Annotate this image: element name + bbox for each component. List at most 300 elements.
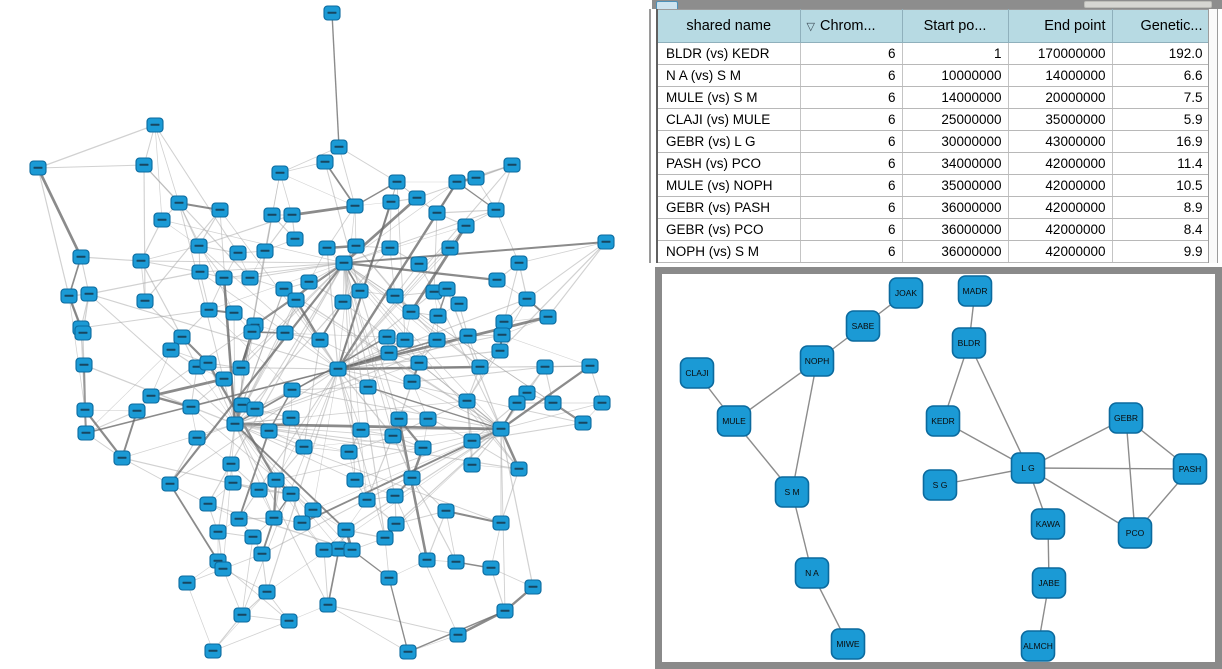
network-node[interactable] [244,325,260,339]
network-node[interactable] [388,517,404,531]
network-node[interactable] [450,628,466,642]
network-node[interactable] [272,166,288,180]
network-node-madr[interactable] [959,276,992,306]
table-cell[interactable]: 6 [800,153,902,175]
table-cell[interactable]: 8.9 [1112,197,1209,219]
network-node[interactable] [288,293,304,307]
network-node[interactable] [411,257,427,271]
table-cell[interactable]: 6 [800,131,902,153]
network-node[interactable] [81,287,97,301]
network-node-mule[interactable] [718,406,751,436]
network-node[interactable] [283,411,299,425]
network-node[interactable] [200,356,216,370]
network-node[interactable] [301,275,317,289]
network-node[interactable] [497,604,513,618]
node-label [187,406,196,408]
node-shape[interactable] [959,276,992,306]
table-cell[interactable]: GEBR (vs) L G [657,131,800,153]
table-cell[interactable]: 30000000 [902,131,1008,153]
network-node[interactable] [509,396,525,410]
network-node[interactable] [411,356,427,370]
network-node-kedr[interactable] [927,406,960,436]
network-node-na[interactable] [796,558,829,588]
network-node[interactable] [319,241,335,255]
network-node[interactable] [147,118,163,132]
network-node[interactable] [468,171,484,185]
node-label [167,349,176,351]
network-node[interactable] [283,487,299,501]
table-row[interactable] [657,241,1209,263]
network-edge [1126,418,1135,533]
network-node[interactable] [338,523,354,537]
table-cell[interactable]: 6 [800,175,902,197]
node-shape[interactable] [1022,631,1055,661]
table-cell[interactable]: PASH (vs) PCO [657,153,800,175]
network-node[interactable] [281,614,297,628]
network-node[interactable] [136,158,152,172]
network-node[interactable] [317,155,333,169]
node-shape[interactable] [924,470,957,500]
table-cell[interactable]: MULE (vs) S M [657,87,800,109]
table-cell[interactable]: 14000000 [1008,65,1112,87]
node-shape[interactable] [1033,568,1066,598]
network-node[interactable] [429,206,445,220]
network-node[interactable] [519,292,535,306]
network-node[interactable] [483,561,499,575]
network-node[interactable] [215,562,231,576]
network-node[interactable] [504,158,520,172]
network-node[interactable] [420,412,436,426]
filter-funnel-icon[interactable]: ▽ [806,21,815,33]
network-node[interactable] [404,471,420,485]
network-node-sm[interactable] [776,477,809,507]
node-label [492,209,501,211]
node-shape[interactable] [796,558,829,588]
network-node[interactable] [143,389,159,403]
node-shape[interactable] [1110,403,1143,433]
table-cell[interactable]: 8.4 [1112,219,1209,241]
network-node[interactable] [259,585,275,599]
network-node[interactable] [379,330,395,344]
node-label [549,402,558,404]
network-node[interactable] [189,431,205,445]
network-node-gebr[interactable] [1110,403,1143,433]
network-node[interactable] [227,417,243,431]
network-node[interactable] [216,372,232,386]
network-node-bldr[interactable] [953,328,986,358]
node-label [433,212,442,214]
table-cell[interactable]: 36000000 [902,219,1008,241]
node-label [300,446,309,448]
network-node[interactable] [537,360,553,374]
network-node[interactable] [438,504,454,518]
table-cell[interactable]: 42000000 [1008,153,1112,175]
network-edge [344,210,496,263]
network-node[interactable] [429,333,445,347]
table-cell[interactable]: 7.5 [1112,87,1209,109]
network-node-miwe[interactable] [832,629,865,659]
table-cell[interactable]: 6 [800,65,902,87]
node-label [151,124,160,126]
node-label [393,181,402,183]
node-shape[interactable] [890,278,923,308]
network-node[interactable] [245,530,261,544]
node-shape[interactable] [953,328,986,358]
network-node[interactable] [335,295,351,309]
network-node[interactable] [212,203,228,217]
network-node[interactable] [442,241,458,255]
table-cell[interactable]: GEBR (vs) PCO [657,219,800,241]
network-node[interactable] [30,161,46,175]
table-row[interactable] [657,65,1209,87]
network-node[interactable] [129,404,145,418]
network-node[interactable] [264,208,280,222]
network-node[interactable] [494,328,510,342]
network-node[interactable] [492,344,508,358]
table-cell[interactable]: 9.9 [1112,241,1209,263]
network-node-claji[interactable] [681,358,714,388]
network-node[interactable] [403,305,419,319]
network-node[interactable] [344,543,360,557]
network-node[interactable] [171,196,187,210]
network-node-almch[interactable] [1022,631,1055,661]
network-edge [501,469,519,523]
network-node[interactable] [320,598,336,612]
network-node[interactable] [201,303,217,317]
table-cell[interactable]: 20000000 [1008,87,1112,109]
table-cell[interactable]: 36000000 [902,241,1008,263]
node-shape[interactable] [718,406,751,436]
network-node-joak[interactable] [890,278,923,308]
table-cell[interactable]: 6 [800,43,902,65]
node-shape[interactable] [801,346,834,376]
node-label [288,389,297,391]
node-label [34,167,43,169]
subnetwork-canvas[interactable] [662,274,1215,662]
network-node[interactable] [347,199,363,213]
network-node[interactable] [493,516,509,530]
table-cell[interactable]: 10000000 [902,65,1008,87]
node-label [81,409,90,411]
network-node[interactable] [179,576,195,590]
table-cell[interactable]: 16.9 [1112,131,1209,153]
network-node[interactable] [594,396,610,410]
network-node[interactable] [359,493,375,507]
network-node-pco[interactable] [1119,518,1152,548]
network-node[interactable] [210,525,226,539]
node-label [85,293,94,295]
network-node[interactable] [404,375,420,389]
network-node[interactable] [409,191,425,205]
network-node[interactable] [73,250,89,264]
horizontal-scrollbar[interactable] [652,0,1222,9]
network-node[interactable] [137,294,153,308]
network-node[interactable] [353,423,369,437]
node-label [389,435,398,437]
network-node[interactable] [381,571,397,585]
network-node[interactable] [336,256,352,270]
node-label [443,288,452,290]
table-cell[interactable]: 6.6 [1112,65,1209,87]
node-label [454,634,463,636]
network-node[interactable] [305,503,321,517]
node-label [285,620,294,622]
network-node[interactable] [162,477,178,491]
network-node[interactable] [397,333,413,347]
node-label [351,205,360,207]
table-cell[interactable]: N A (vs) S M [657,65,800,87]
table-row[interactable] [657,175,1209,197]
node-label [238,614,247,616]
network-node[interactable] [360,380,376,394]
network-node[interactable] [449,175,465,189]
network-node[interactable] [493,422,509,436]
node-shape[interactable] [832,629,865,659]
network-node[interactable] [545,396,561,410]
table-cell[interactable]: 36000000 [902,197,1008,219]
network-node[interactable] [400,645,416,659]
table-cell[interactable]: 35000000 [1008,109,1112,131]
node-label [497,522,506,524]
network-node[interactable] [472,360,488,374]
network-node[interactable] [575,416,591,430]
network-node[interactable] [266,511,282,525]
node-label [415,263,424,265]
network-node[interactable] [341,445,357,459]
network-node-jabe[interactable] [1033,568,1066,598]
vertical-scrollbar[interactable] [1208,9,1218,263]
network-node[interactable] [387,489,403,503]
network-node[interactable] [61,289,77,303]
node-label [166,483,175,485]
table-cell[interactable]: 34000000 [902,153,1008,175]
table-cell[interactable]: 6 [800,241,902,263]
table-cell[interactable]: 6 [800,109,902,131]
network-edge [235,424,346,530]
network-node[interactable] [226,306,242,320]
subnetwork-panel[interactable] [662,274,1215,662]
table-cell[interactable]: 6 [800,87,902,109]
network-node[interactable] [391,412,407,426]
table-cell[interactable]: 25000000 [902,109,1008,131]
network-node[interactable] [242,271,258,285]
node-label [280,288,289,290]
network-node[interactable] [448,555,464,569]
table-row[interactable] [657,109,1209,131]
node-shape[interactable] [1032,509,1065,539]
network-node[interactable] [257,244,273,258]
network-node[interactable] [261,424,277,438]
network-node[interactable] [598,235,614,249]
node-shape[interactable] [681,358,714,388]
network-node[interactable] [389,175,405,189]
network-node[interactable] [233,361,249,375]
node-label [220,378,229,380]
network-node-kawa[interactable] [1032,509,1065,539]
column-header-chromosome[interactable] [800,10,902,43]
network-node-sabe[interactable] [847,311,880,341]
table-cell[interactable]: NOPH (vs) S M [657,241,800,263]
network-node[interactable] [430,309,446,323]
table-cell[interactable]: 10.5 [1112,175,1209,197]
table-row[interactable] [657,43,1209,65]
scrollbar-thumb[interactable] [1084,1,1212,8]
network-node[interactable] [234,608,250,622]
network-node-sg[interactable] [924,470,957,500]
network-edge [324,550,328,605]
network-node[interactable] [192,265,208,279]
network-node[interactable] [331,140,347,154]
network-node[interactable] [296,440,312,454]
table-cell[interactable]: 42000000 [1008,219,1112,241]
node-shape[interactable] [847,311,880,341]
network-node[interactable] [324,6,340,20]
node-label [229,482,238,484]
network-node[interactable] [174,330,190,344]
table-cell[interactable]: 35000000 [902,175,1008,197]
node-label: CLAJI [685,368,709,378]
network-node[interactable] [496,315,512,329]
network-node[interactable] [387,289,403,303]
network-node[interactable] [205,644,221,658]
column-header-start-position[interactable] [902,10,1008,43]
node-label [586,365,595,367]
network-node-lg[interactable] [1012,453,1045,483]
network-node[interactable] [460,329,476,343]
network-node[interactable] [225,476,241,490]
table-cell[interactable]: 6 [800,219,902,241]
table-cell[interactable]: 42000000 [1008,241,1112,263]
network-node[interactable] [525,580,541,594]
node-label [230,312,239,314]
network-node[interactable] [284,383,300,397]
node-shape[interactable] [776,477,809,507]
network-node[interactable] [75,326,91,340]
table-row[interactable] [657,87,1209,109]
table-cell[interactable]: 43000000 [1008,131,1112,153]
network-node[interactable] [330,362,346,376]
table-row[interactable] [657,219,1209,241]
table-cell[interactable]: 170000000 [1008,43,1112,65]
node-label [291,238,300,240]
table-row[interactable] [657,131,1209,153]
network-node[interactable] [76,358,92,372]
table-cell[interactable]: 5.9 [1112,109,1209,131]
network-node[interactable] [419,553,435,567]
table-cell[interactable]: 42000000 [1008,197,1112,219]
network-node[interactable] [459,394,475,408]
node-label [320,549,329,551]
network-node[interactable] [582,359,598,373]
network-node[interactable] [382,241,398,255]
node-shape[interactable] [1012,453,1045,483]
table-cell[interactable]: 1 [902,43,1008,65]
network-node-pash[interactable] [1174,454,1207,484]
network-node[interactable] [163,343,179,357]
network-node[interactable] [284,208,300,222]
table-tab[interactable] [656,1,678,9]
table-row[interactable] [657,197,1209,219]
node-shape[interactable] [927,406,960,436]
node-label [276,172,285,174]
network-node[interactable] [540,310,556,324]
network-node[interactable] [415,441,431,455]
network-node[interactable] [277,326,293,340]
node-label: BLDR [957,338,981,348]
network-node[interactable] [352,284,368,298]
network-node[interactable] [133,254,149,268]
network-node[interactable] [230,246,246,260]
network-node[interactable] [200,497,216,511]
table-row[interactable] [657,153,1209,175]
table-cell[interactable]: 192.0 [1112,43,1209,65]
node-shape[interactable] [1119,518,1152,548]
network-node[interactable] [268,473,284,487]
network-node[interactable] [191,239,207,253]
table-cell[interactable]: 14000000 [902,87,1008,109]
node-label [141,300,150,302]
network-node[interactable] [154,213,170,227]
network-node[interactable] [77,403,93,417]
column-header-genetic[interactable] [1112,10,1209,43]
network-node[interactable] [114,451,130,465]
network-node[interactable] [231,512,247,526]
network-node[interactable] [488,203,504,217]
table-cell[interactable]: GEBR (vs) PASH [657,197,800,219]
network-node[interactable] [312,333,328,347]
network-node[interactable] [464,458,480,472]
column-header-shared-name[interactable] [657,10,800,43]
column-header-end-point[interactable] [1008,10,1112,43]
network-node[interactable] [348,239,364,253]
network-node[interactable] [247,402,263,416]
network-node[interactable] [489,273,505,287]
network-edge [389,578,408,652]
network-edge [38,165,144,168]
network-node[interactable] [451,297,467,311]
network-node[interactable] [439,282,455,296]
network-node[interactable] [216,271,232,285]
network-node[interactable] [78,426,94,440]
table-cell[interactable]: BLDR (vs) KEDR [657,43,800,65]
network-node[interactable] [511,256,527,270]
network-node[interactable] [251,483,267,497]
table-cell[interactable]: 11.4 [1112,153,1209,175]
network-node[interactable] [377,531,393,545]
network-node[interactable] [223,457,239,471]
network-node[interactable] [287,232,303,246]
network-node[interactable] [385,429,401,443]
table-cell[interactable]: MULE (vs) NOPH [657,175,800,197]
table-cell[interactable]: CLAJI (vs) MULE [657,109,800,131]
table-cell[interactable]: 6 [800,197,902,219]
node-label [196,271,205,273]
network-node[interactable] [381,346,397,360]
node-label [508,164,517,166]
network-node[interactable] [183,400,199,414]
network-node-noph[interactable] [801,346,834,376]
network-node[interactable] [458,219,474,233]
network-node[interactable] [316,543,332,557]
network-node[interactable] [464,434,480,448]
network-node[interactable] [294,516,310,530]
network-node[interactable] [511,462,527,476]
network-node[interactable] [347,473,363,487]
node-shape[interactable] [1174,454,1207,484]
network-node[interactable] [383,195,399,209]
table-cell[interactable]: 42000000 [1008,175,1112,197]
network-node[interactable] [254,547,270,561]
